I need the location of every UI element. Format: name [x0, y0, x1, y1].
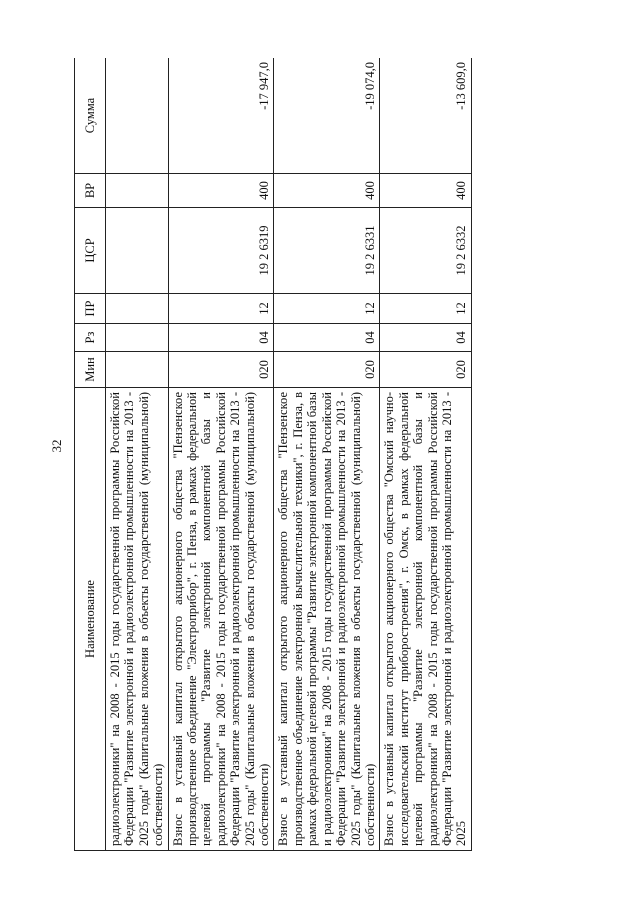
cell-sum: -17 947,0	[168, 58, 274, 174]
cell-pr: 12	[274, 294, 380, 324]
table-row	[106, 58, 169, 851]
cell-rz	[106, 324, 169, 352]
cell-min: 020	[274, 352, 380, 388]
table-row	[380, 58, 471, 851]
cell-name: Взнос в уставный капитал открытого акционерного общества "Омский научно-исследовательский институт приборостроения", г. Омск, в рамках федеральной целевой программы "Развитие электронной компонентной базы и радиоэлектроники" на 2008 - 2015 годы государственной программы Российской Федерации "Развитие электронной и радиоэлектронной промышленности на 2013 - 2025	[380, 388, 471, 851]
cell-rz: 04	[380, 324, 471, 352]
cell-csr: 19 2 6331	[274, 208, 380, 294]
cell-min	[106, 352, 169, 388]
cell-pr: 12	[380, 294, 471, 324]
cell-min: 020	[168, 352, 274, 388]
header-csr: ЦСР	[75, 208, 106, 294]
cell-pr	[106, 294, 169, 324]
cell-min: 020	[380, 352, 471, 388]
cell-sum	[106, 58, 169, 174]
budget-table-region	[74, 58, 602, 851]
header-min: Мин	[75, 352, 106, 388]
table-row	[168, 58, 274, 851]
cell-vr: 400	[168, 174, 274, 208]
header-sum: Сумма	[75, 58, 106, 174]
cell-csr: 19 2 6319	[168, 208, 274, 294]
header-name: Наименование	[75, 388, 106, 851]
page-number: 32	[49, 439, 64, 453]
cell-rz: 04	[274, 324, 380, 352]
table-header-row	[75, 58, 106, 851]
table-row	[274, 58, 380, 851]
cell-csr: 19 2 6332	[380, 208, 471, 294]
header-vr: ВР	[75, 174, 106, 208]
cell-sum: -19 074,0	[274, 58, 380, 174]
cell-sum: -13 609,0	[380, 58, 471, 174]
cell-vr: 400	[380, 174, 471, 208]
header-pr: ПР	[75, 294, 106, 324]
cell-name: Взнос в уставный капитал открытого акционерного общества "Пензенское производственное объединение "Электроприбор", г. Пенза, в рамках федеральной целевой программы "Развитие электронной компонентной базы и радиоэлектроники" на 2008 - 2015 годы государственной программы Российской Федерации "Развитие электронной и радиоэлектронной промышленности на 2013 - 2025 годы" (Капитальные вложения в объекты государственной (муниципальной) собственности)	[168, 388, 274, 851]
cell-rz: 04	[168, 324, 274, 352]
cell-csr	[106, 208, 169, 294]
header-rz: Рз	[75, 324, 106, 352]
cell-vr	[106, 174, 169, 208]
budget-table	[74, 58, 472, 851]
cell-pr: 12	[168, 294, 274, 324]
cell-name: Взнос в уставный капитал открытого акционерного общества "Пензенское производственное объединение электронной вычислительной техники", г. Пенза, в рамках федеральной целевой программы "Развитие электронной компонентной базы и радиоэлектроники" на 2008 - 2015 годы государственной программы Российской Федерации "Развитие электронной и радиоэлектронной промышленности на 2013 - 2025 годы" (Капитальные вложения в объекты государственной (муниципальной) собственности)	[274, 388, 380, 851]
cell-name: радиоэлектроники" на 2008 - 2015 годы государственной программы Российской Федерации "Развитие электронной и радиоэлектронной промышленности на 2013 - 2025 годы" (Капитальные вложения в объекты государственной (муниципальной) собственности)	[106, 388, 169, 851]
cell-vr: 400	[274, 174, 380, 208]
rotated-table-container	[74, 58, 602, 851]
